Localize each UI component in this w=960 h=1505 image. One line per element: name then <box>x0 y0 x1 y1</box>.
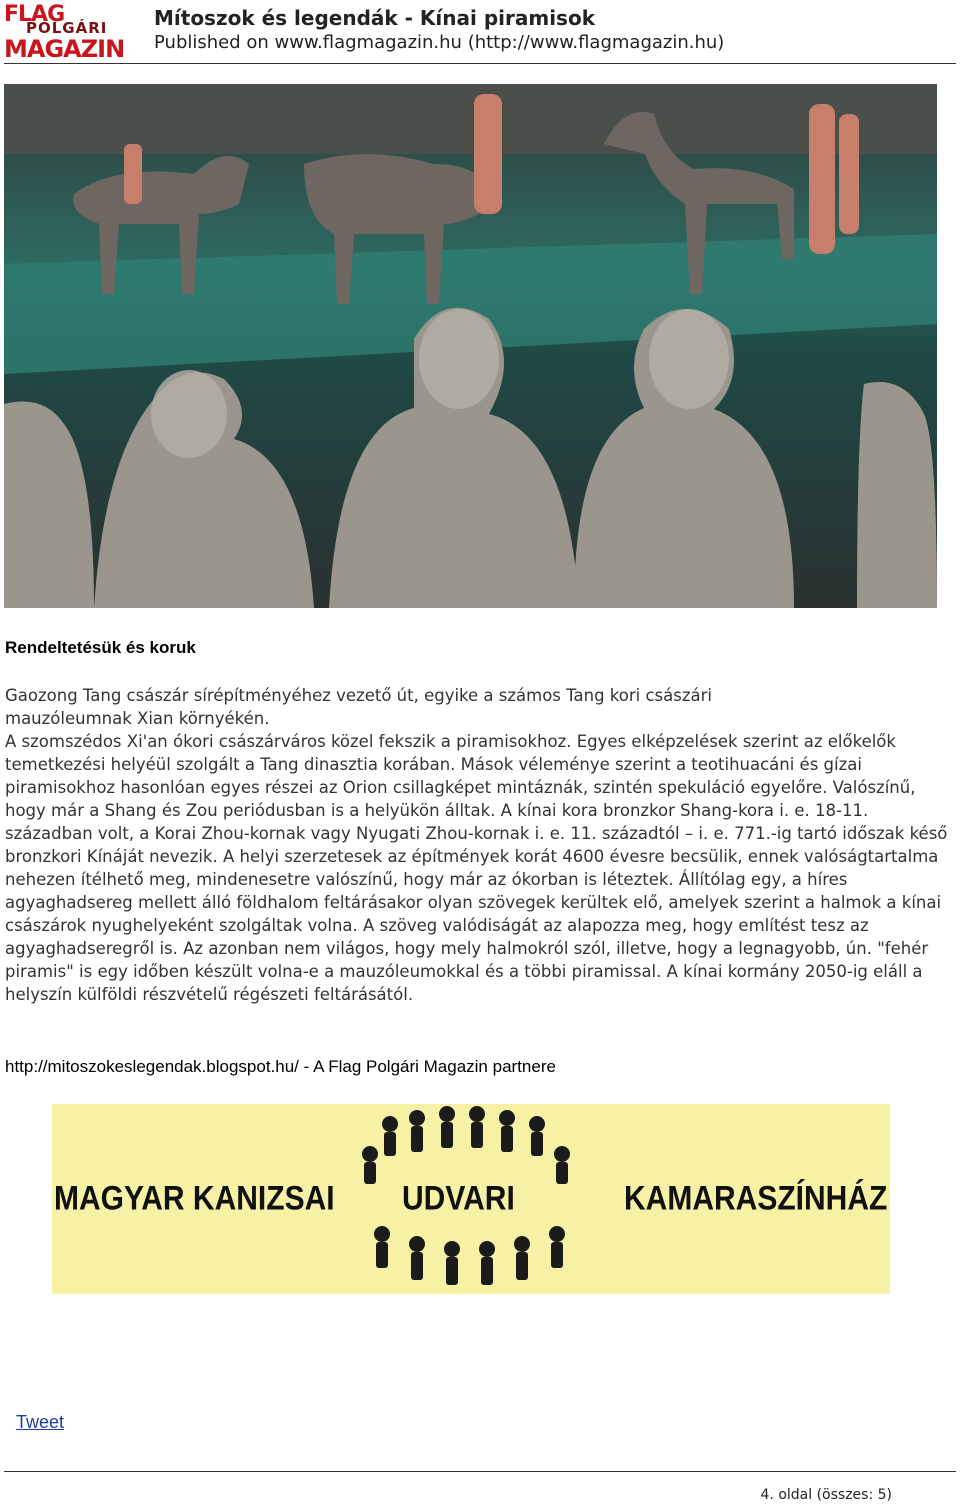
page-header <box>0 0 960 64</box>
section-heading: Rendeltetésük és koruk <box>5 638 196 657</box>
logo-line-polgari: POLGÁRI <box>26 19 108 37</box>
tweet-link[interactable]: Tweet <box>16 1412 65 1432</box>
banner-text-left: MAGYAR KANIZSAI <box>54 1179 335 1218</box>
partner-link-line[interactable]: http://mitoszokeslegendak.blogspot.hu/ - A Flag Polgári Magazin partnere <box>5 1057 556 1076</box>
page-number: 4. oldal (összes: 5) <box>760 1487 892 1503</box>
photo-caption-line-1: Gaozong Tang császár sírépítményéhez vezető út, egyike a számos Tang kori császári <box>5 686 712 705</box>
page-title: Mítoszok és legendák - Kínai piramisok <box>154 6 595 30</box>
kamaraszinhaz-banner[interactable] <box>52 1104 890 1294</box>
footer-divider <box>4 1471 956 1472</box>
terracotta-photo-illustration <box>4 84 937 608</box>
banner-text-center: UDVARI <box>402 1179 515 1218</box>
photo-caption-line-2: mauzóleumnak Xian környékén. <box>5 709 270 728</box>
article-photo-terracotta-figures <box>4 84 937 608</box>
header-divider <box>4 63 956 64</box>
article-body <box>5 684 957 1006</box>
flag-magazin-logo[interactable] <box>4 2 134 63</box>
logo-line-magazin: MAGAZIN <box>4 35 125 63</box>
published-on-line: Published on www.flagmagazin.hu (http://www.flagmagazin.hu) <box>154 32 725 53</box>
logo-line-flag: FLAG <box>4 2 65 27</box>
banner-text-right: KAMARASZÍNHÁZ <box>624 1179 888 1218</box>
article-paragraph: A szomszédos Xi'an ókori császárváros közel fekszik a piramisokhoz. Egyes elképzelések szerint az előkelők temetkezési helyéül szolgált a Tang dinasztia korában. Mások véleménye szerint a teotihuacáni és gízai piramisokhoz hasonlóan egyes részei az Orion csillagképet mintáznák, szintén spekuláció egyelőre. Valószínű, hogy már a Shang és Zou periódusban is a helyükön álltak. A kínai kora bronzkor Shang-kora i. e. 18-11. században volt, a Korai Zhou-kornak vagy Nyugati Zhou-kornak i. e. 11. századtól – i. e. 771.-ig tartó időszak késő bronzkori Kínáját nevezik. A helyi szerzetesek az építmények korát 4600 évesre becsülik, ennek valóságtartalma nehezen ítélhető meg, mindenesetre valószínű, hogy már az ókorban is léteztek. Állítólag egy, a híres agyaghadsereg mellett álló földhalom feltárásakor olyan szövegek kerültek elő, amelyek szerint a halmok a kínai császárok nyughelyeként szolgáltak volna. A szöveg valódiságát az alapozza meg, hogy említést tesz az agyaghadseregről is. Az azonban nem világos, hogy mely halmokról szól, illetve, hogy a legnagyobb, ún. "fehér piramis" is egy időben készült volna-e a mauzóleumokkal és a többi piramissal. A kínai kormány 2050-ig eláll a helyszín külföldi részvételű régészeti feltárásától. <box>5 732 948 1004</box>
